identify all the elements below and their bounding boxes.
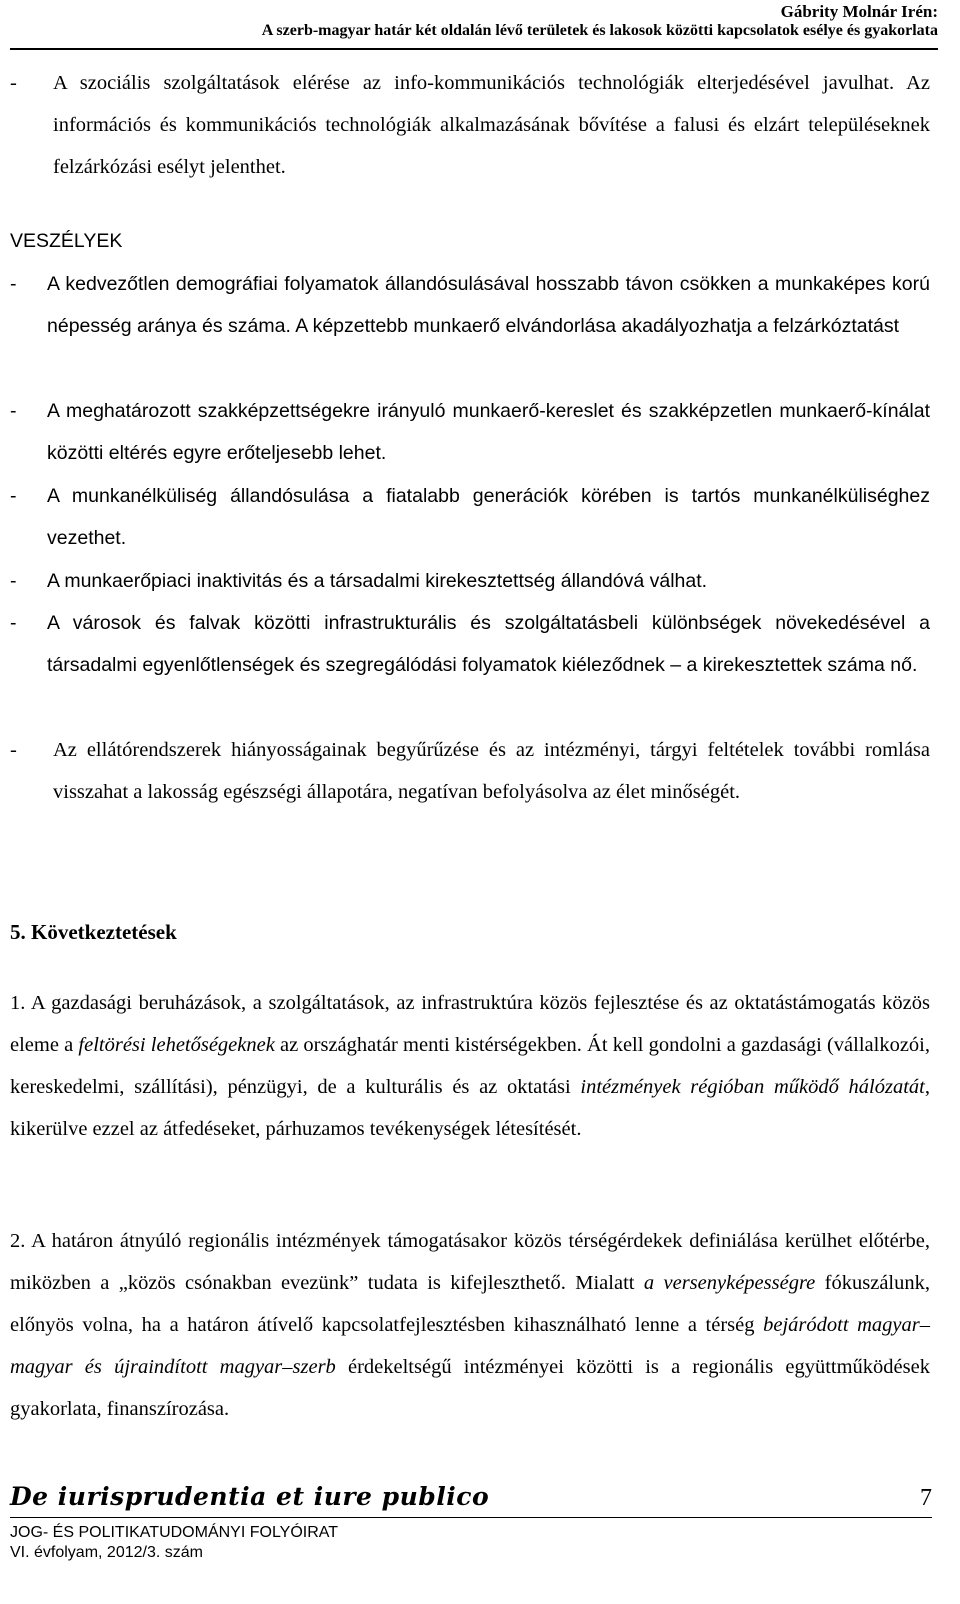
page-number: 7 <box>920 1485 932 1511</box>
footer-divider <box>10 1517 932 1518</box>
list-dash: - <box>10 273 17 295</box>
list-dash: - <box>10 400 17 422</box>
list-dash: - <box>10 570 17 592</box>
conclusion-paragraph-1 <box>10 982 930 1150</box>
threat-text: A városok és falvak közötti infrastrukturális és szolgáltatásbeli különbségek növekedésével a társadalmi egyenlőtlenségek és szegregálódási folyamatok kiéleződnek – a kirekesztettek száma nő. <box>47 612 930 676</box>
italic-phrase: intézmények régióban működő hálózatát <box>580 1076 925 1098</box>
paragraph-text: , kikerülve ezzel az átfedéseket, párhuzamos tevékenységek létesítését. <box>10 1076 930 1140</box>
conclusion-paragraph-2 <box>10 1220 930 1430</box>
header-title: A szerb-magyar határ két oldalán lévő területek és lakosok közötti kapcsolatok esélye és gyakorlata <box>261 22 938 39</box>
italic-phrase: bejáródott magyar–magyar és újraindított magyar–szerb <box>10 1314 930 1378</box>
journal-title: De iurisprudentia et iure publico <box>10 1482 490 1511</box>
threat-text: A munkanélküliség állandósulása a fiatalabb generációk körében is tartós munkanélküliséghez vezethet. <box>47 485 930 549</box>
journal-issue: VI. évfolyam, 2012/3. szám <box>10 1544 203 1561</box>
list-dash: - <box>10 485 17 507</box>
list-dash: - <box>10 612 17 634</box>
threat-text: A kedvezőtlen demográfiai folyamatok állandósulásával hosszabb távon csökken a munkaképes korú népesség aránya és száma. A képzettebb munkaerő elvándorlása akadályozhatja a felzárkóztatást <box>47 273 930 337</box>
threat-text: A munkaerőpiaci inaktivitás és a társadalmi kirekesztettség állandóvá válhat. <box>47 570 708 592</box>
list-dash: - <box>10 72 17 94</box>
header-divider <box>10 48 938 50</box>
threat-text: Az ellátórendszerek hiányosságainak begyűrűzése és az intézményi, tárgyi feltételek további romlása visszahat a lakosság egészségi állapotára, negatívan befolyásolva az élet minőségét. <box>53 739 930 803</box>
threat-item <box>10 560 930 602</box>
opportunity-text: A szociális szolgáltatások elérése az info-kommunikációs technológiák elterjedésével javulhat. Az információs és kommunikációs technológiák alkalmazásának bővítése a falusi és elzárt településeknek felzárkózási esélyt jelenthet. <box>53 72 930 178</box>
threat-item <box>10 390 930 474</box>
section-title: 5. Következtetések <box>10 920 177 944</box>
threat-item <box>10 263 930 347</box>
threat-text: A meghatározott szakképzettségekre irányuló munkaerő-kereslet és szakképzetlen munkaerő-kínálat közötti eltérés egyre erőteljesebb lehet. <box>47 400 930 464</box>
threat-item <box>10 602 930 686</box>
threat-item <box>10 729 930 813</box>
footer-info <box>10 1523 338 1563</box>
paragraph-text: érdekeltségű intézményei közötti is a regionális együttműködések gyakorlata, finanszírozása. <box>10 1356 930 1420</box>
threat-item <box>10 475 930 559</box>
italic-phrase: feltörési lehetőségeknek <box>78 1034 275 1056</box>
header-author: Gábrity Molnár Irén: <box>780 2 938 21</box>
paragraph-text: az országhatár menti kistérségekben. Át kell gondolni a gazdasági (vállalkozói, kereskedelmi, szállítási), pénzügyi, de a kulturális és az oktatási <box>10 1034 931 1098</box>
paragraph-text: fókuszálunk, előnyös volna, ha a határon átívelő kapcsolatfejlesztésben kihasználható lenne a térség <box>10 1272 930 1336</box>
opportunity-item <box>10 62 930 188</box>
threats-heading: VESZÉLYEK <box>10 230 123 252</box>
italic-phrase: a versenyképességre <box>643 1272 816 1294</box>
paragraph-text: 1. A gazdasági beruházások, a szolgáltatások, az infrastruktúra közös fejlesztése és az oktatástámogatás közös eleme a <box>10 992 930 1056</box>
journal-subtitle: JOG- ÉS POLITIKATUDOMÁNYI FOLYÓIRAT <box>10 1524 339 1541</box>
list-dash: - <box>10 739 17 761</box>
paragraph-text: 2. A határon átnyúló regionális intézmények támogatásakor közös térségérdekek definiálása kerülhet előtérbe, miközben a „közös csónakban evezünk” tudata is kifejleszthető. Mialatt <box>10 1230 930 1294</box>
